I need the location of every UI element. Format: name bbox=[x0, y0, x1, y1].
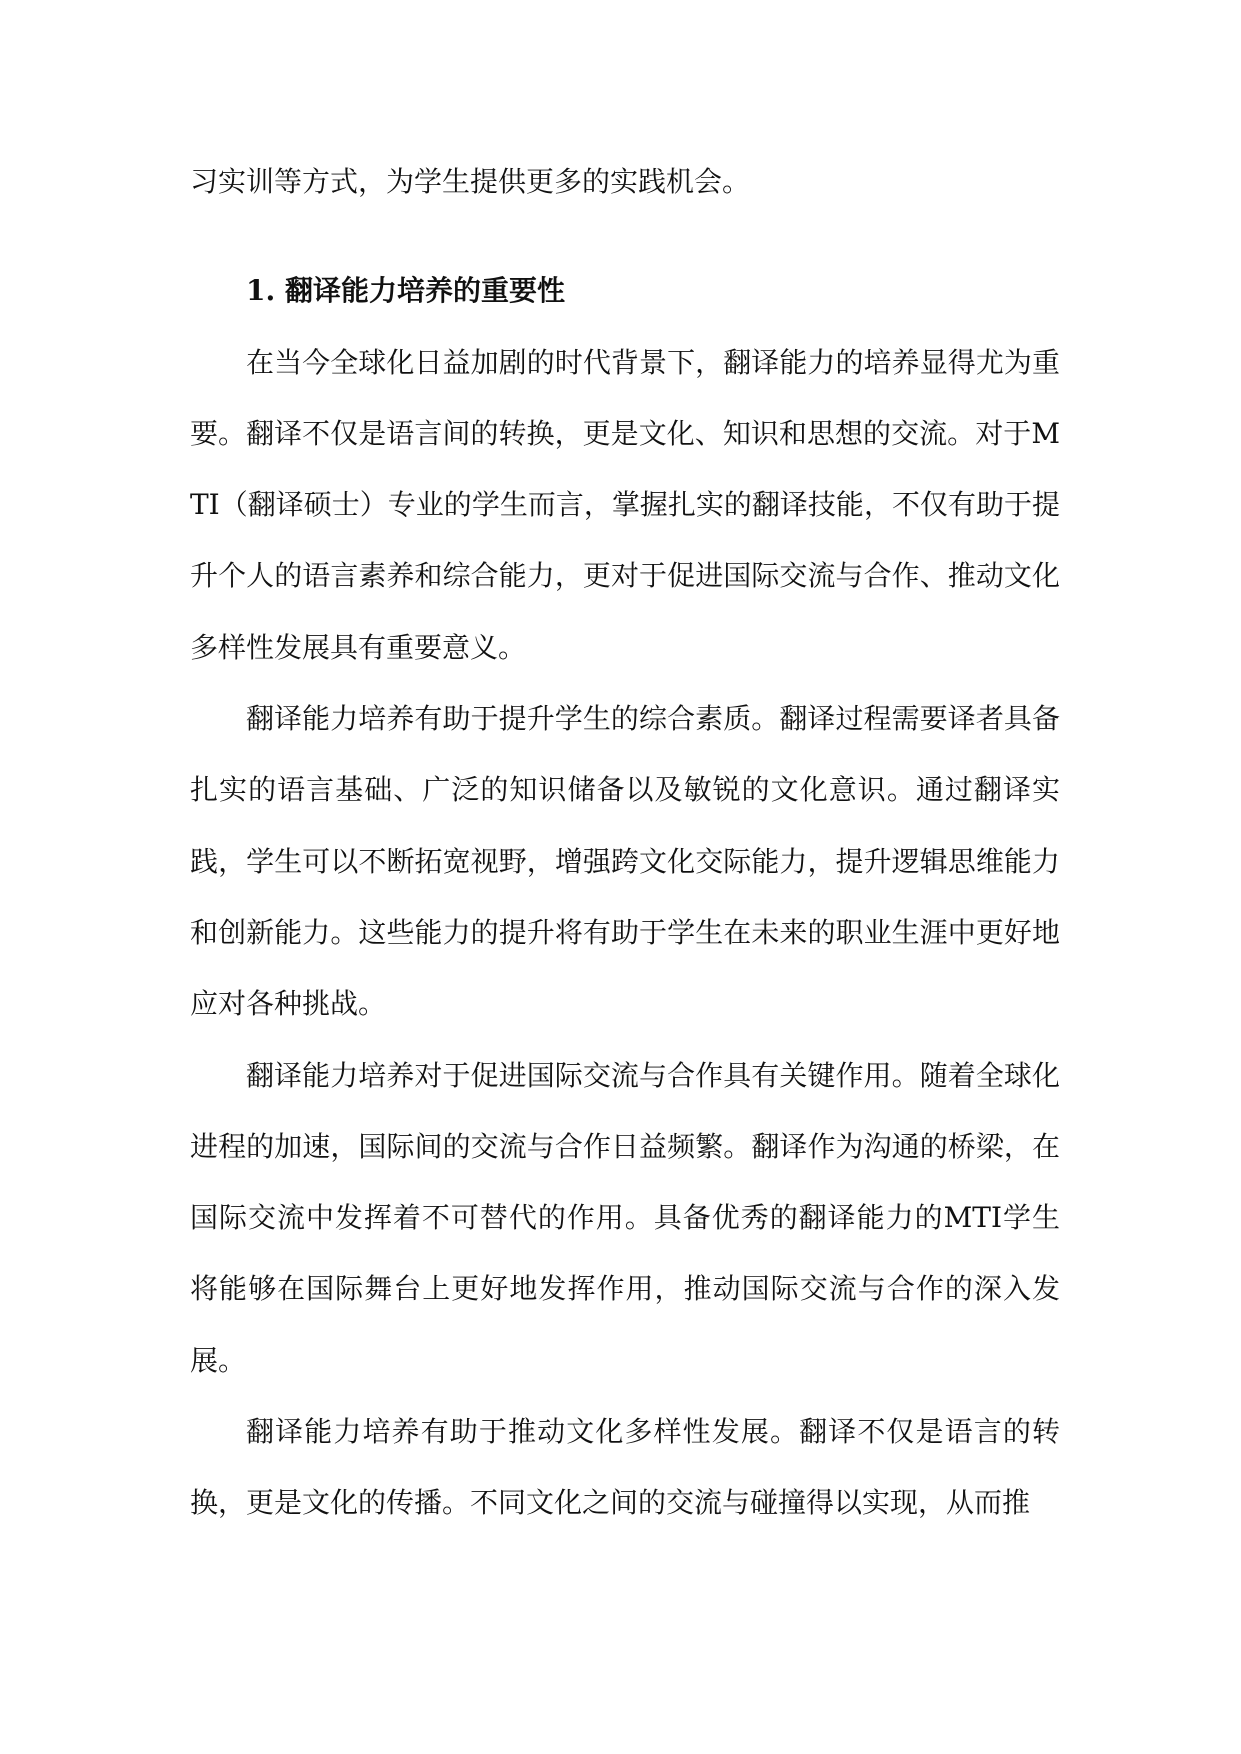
continuation-paragraph: 习实训等方式，为学生提供更多的实践机会。 bbox=[190, 165, 751, 198]
text-column bbox=[190, 146, 1060, 1539]
section-heading: 1. 翻译能力培养的重要性 bbox=[246, 274, 565, 308]
body-paragraph: 翻译能力培养有助于推动文化多样性发展。翻译不仅是语言的转换，更是文化的传播。不同文化之间的交流与碰撞得以实现，从而推 bbox=[190, 1415, 1060, 1520]
body-paragraph: 在当今全球化日益加剧的时代背景下，翻译能力的培养显得尤为重要。翻译不仅是语言间的转换，更是文化、知识和思想的交流。对于MTI（翻译硕士）专业的学生而言，掌握扎实的翻译技能，不仅有助于提升个人的语言素养和综合能力，更对于促进国际交流与合作、推动文化多样性发展具有重要意义。 bbox=[190, 345, 1060, 664]
body-paragraph: 翻译能力培养有助于提升学生的综合素质。翻译过程需要译者具备扎实的语言基础、广泛的知识储备以及敏锐的文化意识。通过翻译实践，学生可以不断拓宽视野，增强跨文化交际能力，提升逻辑思维能力和创新能力。这些能力的提升将有助于学生在未来的职业生涯中更好地应对各种挑战。 bbox=[190, 702, 1060, 1021]
body-paragraph: 翻译能力培养对于促进国际交流与合作具有关键作用。随着全球化进程的加速，国际间的交流与合作日益频繁。翻译作为沟通的桥梁，在国际交流中发挥着不可替代的作用。具备优秀的翻译能力的MTI学生将能够在国际舞台上更好地发挥作用，推动国际交流与合作的深入发展。 bbox=[190, 1058, 1060, 1377]
